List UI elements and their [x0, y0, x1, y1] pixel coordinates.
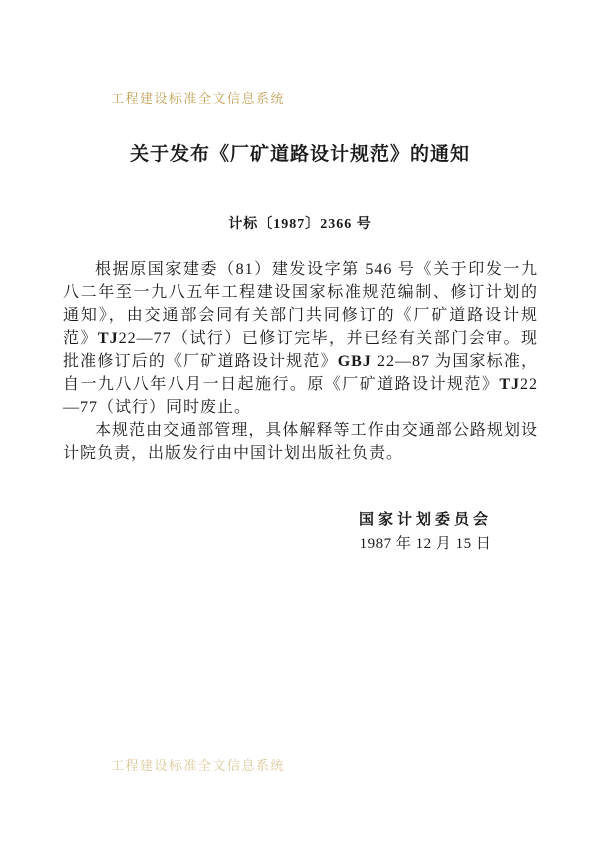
signature-date: 1987 年 12 月 15 日 — [359, 536, 492, 552]
para1-text: 根据原国家建委（81）建发设字第 546 号《关于印发一九八二年至一九八五年工程建设国家标准规范编制、修订计划的通知》，由交通部会同有关部门共同修订的《厂矿道路设计规范》 — [63, 261, 538, 347]
watermark-footer: 工程建设标准全文信息系统 — [111, 758, 286, 773]
standard-code-tj-1: TJ — [97, 330, 119, 347]
document-number: 计标〔1987〕2366 号 — [228, 217, 372, 232]
signature-authority: 国家计划委员会 — [358, 512, 492, 528]
para1-text-4: 22—77（试行）同时废止。 — [63, 376, 538, 416]
body-paragraph-1 — [63, 258, 538, 419]
body-paragraph-2: 本规范由交通部管理，具体解释等工作由交通部公路规划设计院负责，出版发行由中国计划出版社负责。 — [63, 422, 538, 462]
standard-code-tj-2: TJ — [499, 376, 520, 393]
standard-code-gbj: GBJ — [337, 353, 372, 370]
document-title: 关于发布《厂矿道路设计规范》的通知 — [129, 144, 470, 165]
signature-block — [359, 508, 492, 556]
document-body — [63, 258, 538, 465]
watermark-header: 工程建设标准全文信息系统 — [111, 91, 286, 106]
para1-text-2: 22—77（试行）已修订完毕，并已经有关部门会审。现批准修订后的《厂矿道路设计规范》 — [63, 330, 538, 370]
para1-text-3: 22—87 为国家标准，自一九八八年八月一日起施行。原《厂矿道路设计规范》 — [63, 353, 538, 393]
